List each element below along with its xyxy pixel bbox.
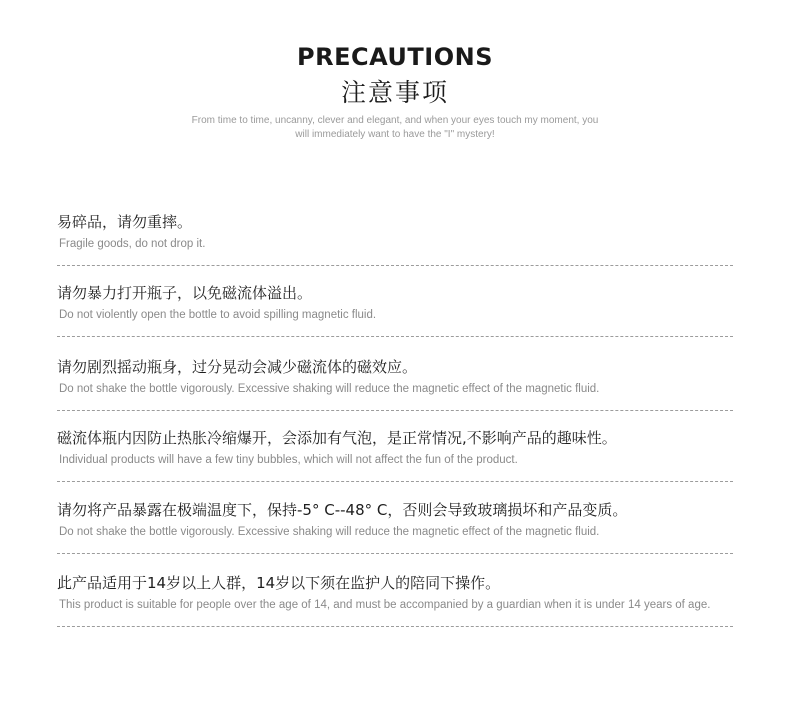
precaution-text-chinese: 请勿将产品暴露在极端温度下，保持-5° C--48° C，否则会导致玻璃损坏和产品变质。 bbox=[57, 501, 628, 519]
precaution-text-chinese: 易碎品，请勿重摔。 bbox=[57, 213, 193, 231]
subtitle-line-1: From time to time, uncanny, clever and elegant, and when your eyes touch my moment, you bbox=[191, 115, 599, 126]
dashed-divider bbox=[57, 265, 733, 266]
precaution-text-chinese: 磁流体瓶内因防止热胀冷缩爆开，会添加有气泡，是正常情况,不影响产品的趣味性。 bbox=[57, 429, 617, 447]
precaution-text-english: Do not shake the bottle vigorously. Excessive shaking will reduce the magnetic effect of the magnetic fluid. bbox=[59, 526, 600, 538]
page-title: PRECAUTIONS bbox=[297, 43, 493, 71]
dashed-divider bbox=[57, 626, 733, 627]
precaution-text-english: Fragile goods, do not drop it. bbox=[59, 238, 206, 250]
subtitle-line-2: will immediately want to have the "I" mystery! bbox=[295, 129, 495, 140]
precaution-item-3 bbox=[57, 357, 733, 396]
precaution-item-6 bbox=[57, 573, 733, 612]
page-title-chinese: 注意事项 bbox=[340, 78, 449, 107]
precaution-text-chinese: 请勿暴力打开瓶子，以免磁流体溢出。 bbox=[57, 284, 313, 302]
dashed-divider bbox=[57, 410, 733, 411]
precaution-text-chinese: 请勿剧烈摇动瓶身，过分晃动会减少磁流体的磁效应。 bbox=[57, 358, 418, 376]
precaution-item-1 bbox=[57, 212, 733, 251]
precaution-text-english: Individual products will have a few tiny bubbles, which will not affect the fun of the product. bbox=[59, 454, 518, 466]
precaution-item-5 bbox=[57, 500, 733, 539]
precaution-text-english: Do not shake the bottle vigorously. Excessive shaking will reduce the magnetic effect of the magnetic fluid. bbox=[59, 383, 600, 395]
dashed-divider bbox=[57, 481, 733, 482]
dashed-divider bbox=[57, 336, 733, 337]
precaution-text-chinese: 此产品适用于14岁以上人群，14岁以下须在监护人的陪同下操作。 bbox=[57, 574, 501, 592]
precaution-text-english: This product is suitable for people over the age of 14, and must be accompanied by a guardian when it is under 14 years of age. bbox=[59, 599, 711, 611]
page-subtitle bbox=[150, 114, 640, 142]
dashed-divider bbox=[57, 553, 733, 554]
precaution-item-2 bbox=[57, 283, 733, 322]
precaution-item-4 bbox=[57, 428, 733, 467]
precaution-text-english: Do not violently open the bottle to avoid spilling magnetic fluid. bbox=[59, 309, 377, 321]
